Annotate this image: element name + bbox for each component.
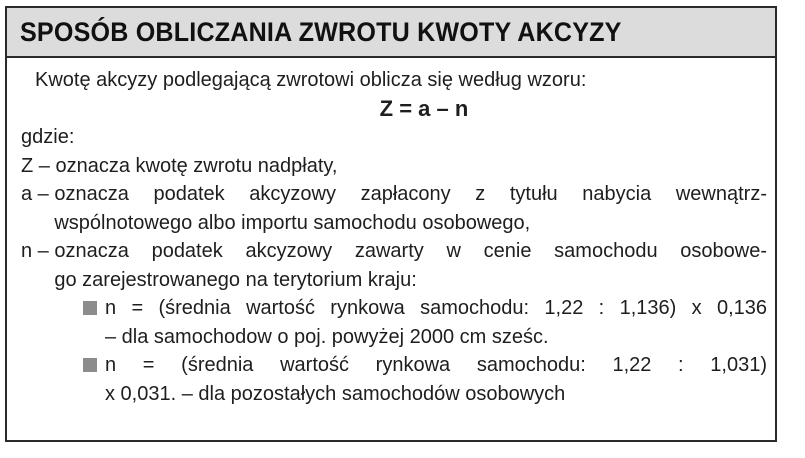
formula: Z = a – n bbox=[379, 95, 469, 121]
bullet-line: – dla samochodow o poj. powyżej 2000 cm sześc. bbox=[105, 325, 549, 348]
definition-line: go zarejestrowanego na terytorium kraju: bbox=[54, 268, 417, 291]
bullet-line: x 0,031. – dla pozostałych samochodów osobowych bbox=[105, 382, 566, 405]
definition-key: n – bbox=[21, 240, 55, 262]
bullet-line: n = (średnia wartość rynkowa samochodu: 1,22 : 1,136) x 0,136 bbox=[105, 297, 767, 319]
definition-a bbox=[21, 180, 767, 237]
where-label: gdzie: bbox=[21, 126, 75, 148]
definition-line: oznacza podatek akcyzowy zapłacony z tytułu nabycia wewnątrz- bbox=[54, 183, 767, 205]
definition-key: Z – bbox=[21, 154, 56, 177]
box-title: SPOSÓB OBLICZANIA ZWROTU KWOTY AKCYZY bbox=[20, 16, 622, 47]
definition-z bbox=[21, 152, 767, 181]
definition-line: oznacza kwotę zwrotu nadpłaty, bbox=[55, 154, 338, 177]
bullet-item bbox=[21, 351, 767, 408]
square-bullet-icon bbox=[83, 358, 97, 372]
box-content bbox=[21, 66, 767, 408]
definition-n bbox=[21, 237, 767, 294]
bullet-item bbox=[21, 294, 767, 351]
bullet-line: n = (średnia wartość rynkowa samochodu: 1,22 : 1,031) bbox=[105, 354, 767, 376]
intro-text: Kwotę akcyzy podlegającą zwrotowi oblicza się według wzoru: bbox=[35, 69, 587, 91]
square-bullet-icon bbox=[83, 301, 97, 315]
definition-key: a – bbox=[21, 183, 55, 205]
info-box bbox=[5, 6, 777, 442]
box-header bbox=[7, 8, 775, 58]
definition-line: oznacza podatek akcyzowy zawarty w cenie samochodu osobowe- bbox=[54, 240, 767, 262]
definition-line: wspólnotowego albo importu samochodu osobowego, bbox=[54, 211, 531, 234]
